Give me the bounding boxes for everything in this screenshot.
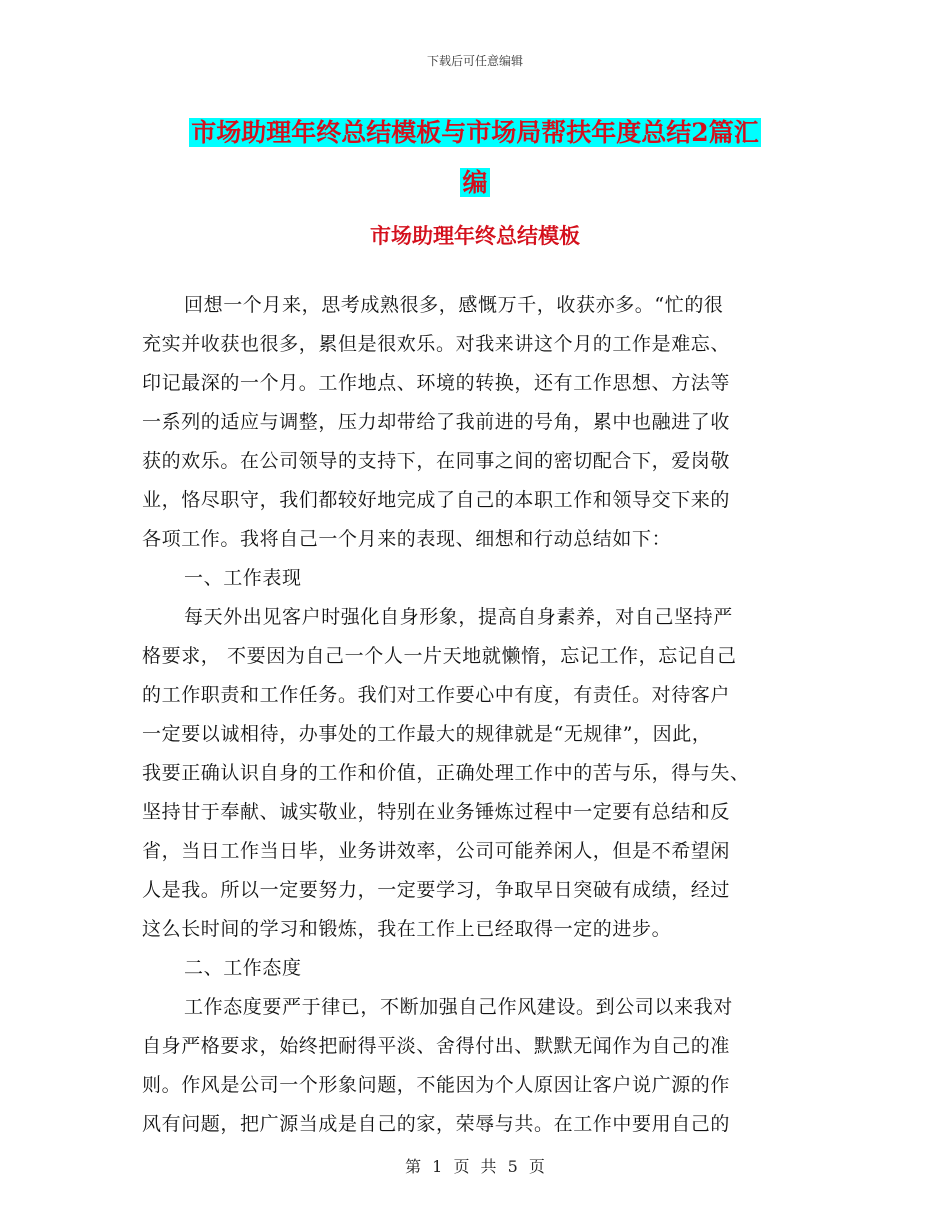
paragraph-line: 坚持甘于奉献、诚实敬业，特别在业务锤炼过程中一定要有总结和反 — [142, 801, 731, 823]
paragraph-line: 每天外出见客户时强化自身形象，提高自身素养，对自己坚持严 — [184, 606, 733, 628]
body-text — [142, 286, 810, 1144]
paragraph-line: 业，恪尽职守，我们都较好地完成了自己的本职工作和领导交下来的 — [142, 489, 731, 511]
paragraph-line: 这么长时间的学习和锻炼，我在工作上已经取得一定的进步。 — [142, 918, 672, 940]
paragraph-line: 各项工作。我将自己一个月来的表现、细想和行动总结如下： — [142, 528, 672, 550]
paragraph-line: 一定要以诚相待，办事处的工作最大的规律就是“无规律”，因此， — [142, 723, 712, 745]
paragraph-line: 自身严格要求，始终把耐得平淡、舍得付出、默默无闻作为自己的准 — [142, 1035, 731, 1057]
header-note: 下载后可任意编辑 — [426, 54, 523, 68]
paragraph-line: 风有问题，把广源当成是自己的家，荣辱与共。在工作中要用自己的 — [142, 1113, 731, 1135]
document-title — [0, 108, 950, 208]
paragraph-line: 充实并收获也很多，累但是很欢乐。对我来讲这个月的工作是难忘、 — [142, 333, 731, 355]
paragraph-line: 则。作风是公司一个形象问题，不能因为个人原因让客户说广源的作 — [142, 1074, 731, 1096]
paragraph-line: 工作态度要严于律已，不断加强自己作风建设。到公司以来我对 — [184, 996, 733, 1018]
paragraph-line: 一系列的适应与调整，压力却带给了我前进的号角，累中也融进了收 — [142, 411, 731, 433]
document-title-line-2: 编 — [462, 168, 488, 197]
paragraph-line: 人是我。所以一定要努力，一定要学习，争取早日突破有成绩，经过 — [142, 879, 731, 901]
paragraph-line: 的工作职责和工作任务。我们对工作要心中有度，有责任。对待客户 — [142, 684, 731, 706]
page-footer: 第 1 页 共 5 页 — [405, 1157, 545, 1176]
paragraph-line: 我要正确认识自身的工作和价值，正确处理工作中的苦与乐，得与失、 — [142, 762, 750, 784]
paragraph-line: 省，当日工作当日毕，业务讲效率，公司可能养闲人，但是不希望闲 — [142, 840, 731, 862]
paragraph-line: 格要求， 不要因为自己一个人一片天地就懒惰，忘记工作，忘记自己 — [142, 645, 737, 667]
paragraph-line: 回想一个月来，思考成熟很多，感慨万千，收获亦多。“忙的很 — [184, 294, 724, 316]
paragraph-line: 印记最深的一个月。工作地点、环境的转换，还有工作思想、方法等 — [142, 372, 731, 394]
paragraph-line: 获的欢乐。在公司领导的支持下，在同事之间的密切配合下，爱岗敬 — [142, 450, 731, 472]
section-title: 市场助理年终总结模板 — [370, 223, 580, 248]
document-title-line-1: 市场助理年终总结模板与市场局帮扶年度总结2篇汇 — [191, 118, 759, 147]
subheading: 二、工作态度 — [184, 957, 302, 979]
subheading: 一、工作表现 — [184, 567, 302, 589]
